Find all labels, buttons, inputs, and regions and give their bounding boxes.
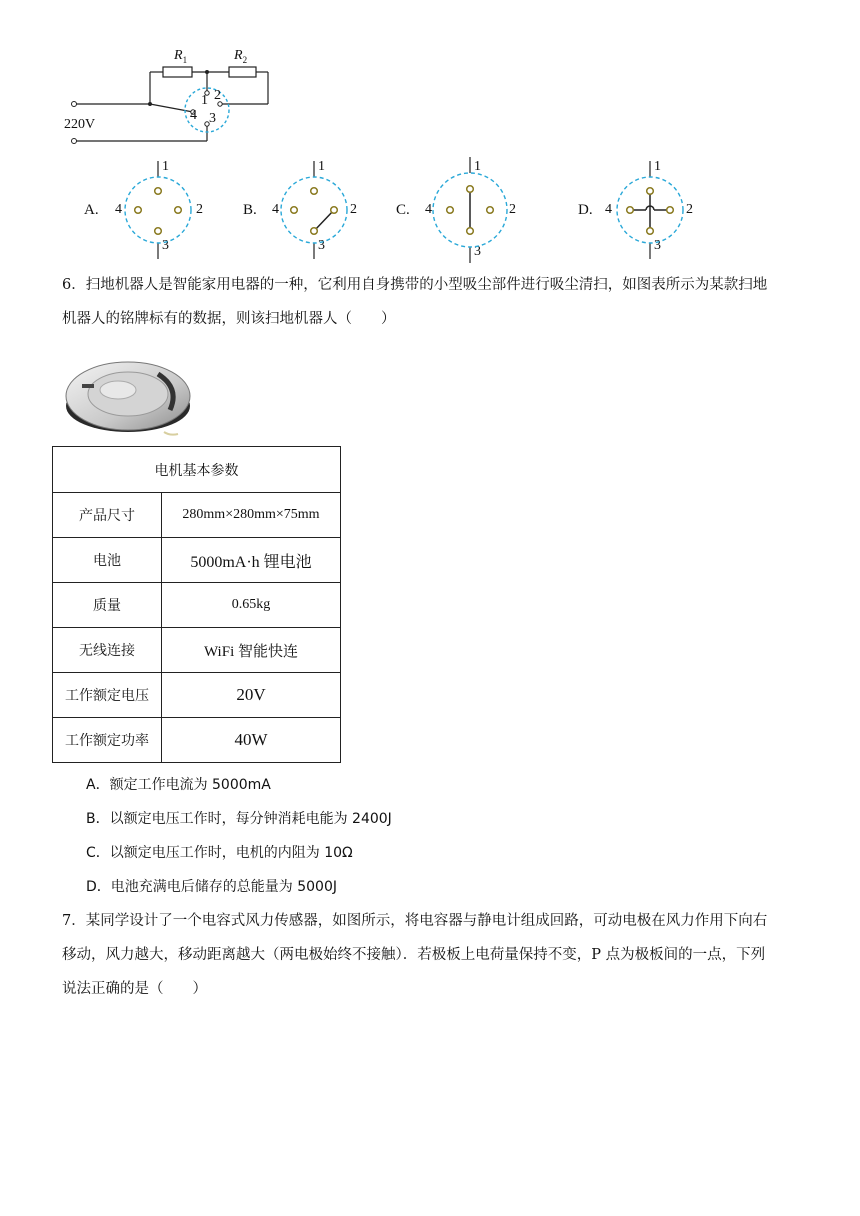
node-4-label: 4 (115, 202, 122, 217)
table-cell-value: 40W (162, 718, 341, 763)
node-2-label: 2 (196, 202, 203, 217)
node-1-label: 1 (654, 159, 661, 174)
node-3-label: 3 (318, 238, 325, 253)
table-cell-value: 280mm×280mm×75mm (162, 493, 341, 538)
q6-stem-line1: 6．扫地机器人是智能家用电器的一种，它利用自身携带的小型吸尘部件进行吸尘清扫，如图表所示为某款扫地 (62, 277, 768, 293)
r1-label: $R_1$ (174, 48, 188, 65)
option-letter: C. (396, 202, 410, 218)
table-cell-label: 工作额定电压 (53, 673, 162, 718)
node-2-label: 2 (350, 202, 357, 217)
q6-option-d: D．电池充满电后储存的总能量为 5000J (86, 879, 337, 895)
node-4-label: 4 (605, 202, 612, 217)
terminal-1-label: 1 (201, 93, 208, 108)
table-cell-label: 质量 (53, 583, 162, 628)
table-row (53, 673, 341, 718)
spec-table (52, 446, 341, 763)
table-cell-label: 电池 (53, 538, 162, 583)
switch-diagram-d (612, 155, 692, 267)
q7-stem-line3: 说法正确的是（ ） (62, 981, 207, 997)
node-1-label: 1 (474, 159, 481, 174)
table-cell-value: 5000mA·h 锂电池 (162, 538, 341, 583)
option-letter: D. (578, 202, 593, 218)
q6-option-c: C．以额定电压工作时，电机的内阻为 10Ω (86, 845, 353, 861)
r2-label: $R_2$ (234, 48, 248, 65)
node-3-label: 3 (474, 244, 481, 259)
q7-stem-line1: 7．某同学设计了一个电容式风力传感器，如图所示，将电容器与静电计组成回路，可动电极在风力作用下向右 (62, 913, 768, 929)
table-row (53, 493, 341, 538)
node-1-label: 1 (162, 159, 169, 174)
option-letter: A. (84, 202, 99, 218)
resistor-r2 (229, 67, 256, 77)
table-cell-label: 无线连接 (53, 628, 162, 673)
q6-option-b: B．以额定电压工作时，每分钟消耗电能为 2400J (86, 811, 392, 827)
switch-diagram-c (432, 155, 512, 267)
node-3-label: 3 (654, 238, 661, 253)
table-row (53, 718, 341, 763)
table-header: 电机基本参数 (53, 447, 341, 493)
table-cell-value: 0.65kg (162, 583, 341, 628)
table-cell-value: WiFi 智能快连 (162, 628, 341, 673)
switch-diagram-a (120, 155, 200, 267)
terminal-2-label: 2 (214, 88, 221, 103)
node-4-label: 4 (272, 202, 279, 217)
node-2-label: 2 (509, 202, 516, 217)
option-letter: B. (243, 202, 257, 218)
voltage-label: 220V (64, 117, 96, 132)
terminal-4-label: 4 (190, 108, 197, 123)
q6-stem-line2: 机器人的铭牌标有的数据，则该扫地机器人（ ） (62, 311, 396, 327)
terminal-3-label: 3 (209, 111, 216, 126)
table-cell-value: 20V (162, 673, 341, 718)
node-1-label: 1 (318, 159, 325, 174)
circuit-diagram (0, 0, 860, 160)
node-4-label: 4 (425, 202, 432, 217)
table-row (53, 583, 341, 628)
table-row (53, 538, 341, 583)
table-row (53, 628, 341, 673)
table-row (53, 447, 341, 493)
table-cell-label: 工作额定功率 (53, 718, 162, 763)
node-2-label: 2 (686, 202, 693, 217)
resistor-r1 (163, 67, 192, 77)
q6-option-a: A．额定工作电流为 5000mA (86, 777, 271, 793)
switch-diagram-b (276, 155, 356, 267)
q7-stem-line2: 移动，风力越大，移动距离越大（两电极始终不接触）．若极板上电荷量保持不变，P 点为极板间的一点，下列 (62, 947, 766, 963)
node-3-label: 3 (162, 238, 169, 253)
table-cell-label: 产品尺寸 (53, 493, 162, 538)
robot-vacuum-image (62, 344, 194, 442)
